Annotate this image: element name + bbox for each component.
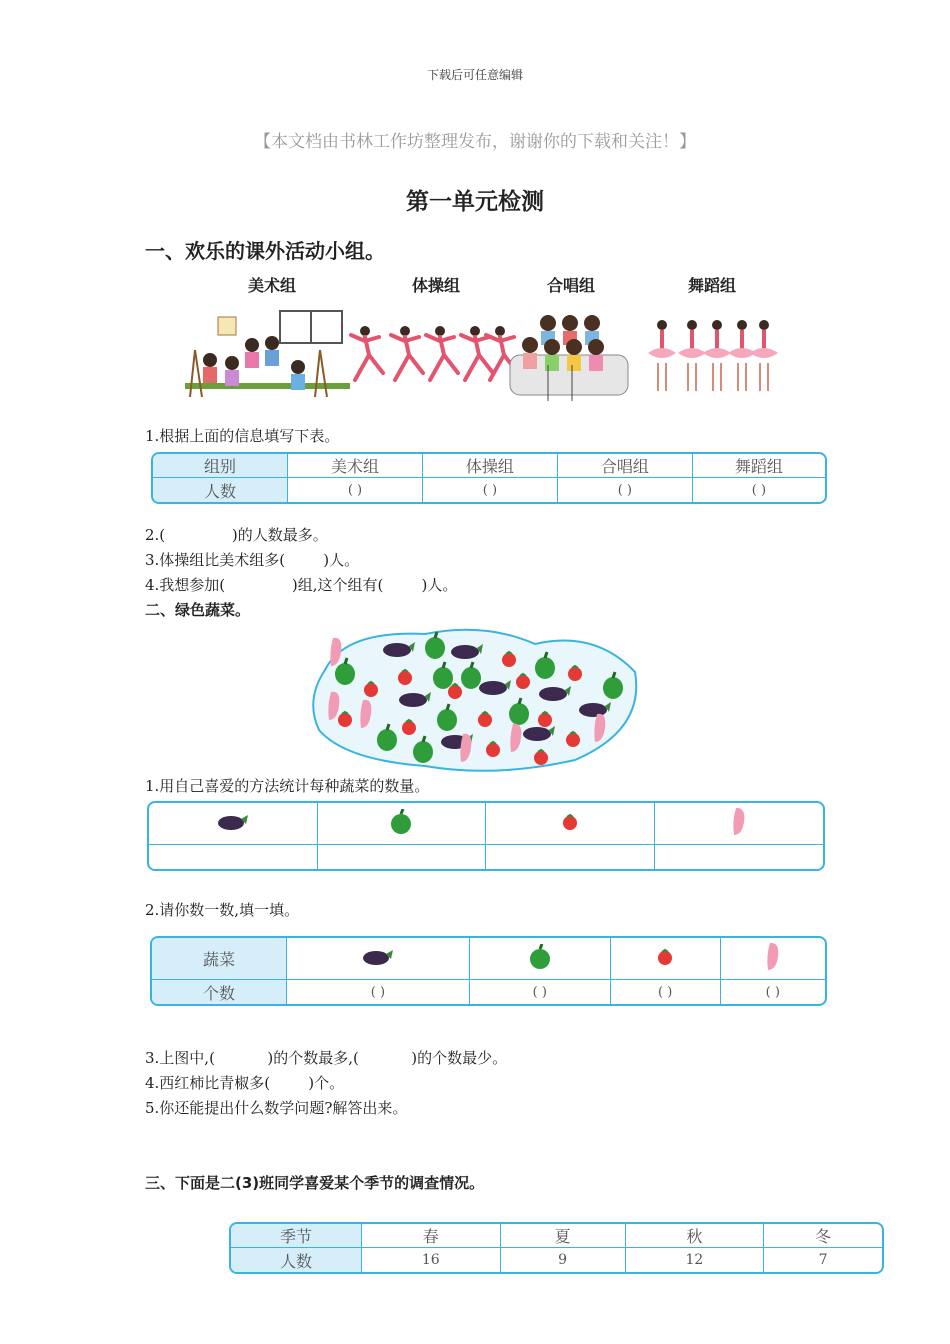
s2-table-head-veg: 蔬菜 (152, 938, 287, 980)
s2-count-head-radish (721, 938, 825, 980)
s2-count-blank[interactable]: ( ) (470, 980, 611, 1004)
s2-count-head-tomato (611, 938, 721, 980)
s2-tally-cell[interactable] (655, 845, 824, 869)
s1-table-blank[interactable]: ( ) (558, 478, 693, 502)
s3-count-winter: 7 (818, 1252, 828, 1268)
s3-count-summer: 9 (501, 1248, 626, 1272)
choir-group-illustration (510, 315, 628, 401)
s1-table-cell: 体操组 (423, 454, 558, 478)
radish-icon (763, 942, 783, 972)
s2-count-head-pepper (470, 938, 611, 980)
section3-heading: 三、下面是二(3)班同学喜爱某个季节的调查情况。 (145, 1174, 485, 1192)
s2-tally-head-pepper (318, 803, 487, 845)
s1-table-cell: 合唱组 (558, 454, 693, 478)
s3-table-head-count: 人数 (231, 1248, 362, 1272)
s2-question-5: 5.你还能提出什么数学问题?解答出来。 (145, 1099, 408, 1117)
s1-group-table (151, 452, 827, 504)
s1-table-head-count: 人数 (153, 478, 288, 502)
s2-question-2: 2.请你数一数,填一填。 (145, 901, 300, 919)
s1-table-blank[interactable]: ( ) (423, 478, 558, 502)
s1-question-1: 1.根据上面的信息填写下表。 (145, 427, 340, 445)
radish-icon (729, 807, 749, 837)
group-label-gym: 体操组 (411, 276, 460, 295)
s2-tally-cell[interactable] (486, 845, 655, 869)
s2-question-3: 3.上图中,( )的个数最多,( )的个数最少。 (145, 1049, 508, 1067)
tomato-icon (560, 812, 580, 832)
s3-count-spring: 16 (362, 1248, 501, 1272)
s3-count-autumn: 12 (626, 1248, 765, 1272)
s2-count-blank[interactable]: ( ) (765, 984, 780, 1000)
s2-count-blank[interactable]: ( ) (611, 980, 721, 1004)
s1-question-2: 2.( )的人数最多。 (145, 526, 328, 544)
s3-season-spring: 春 (362, 1224, 501, 1248)
gym-group-illustration (351, 326, 518, 380)
eggplant-icon (216, 811, 250, 833)
pepper-icon (388, 809, 414, 835)
s3-season-winter: 冬 (764, 1224, 882, 1248)
s3-season-autumn: 秋 (626, 1224, 765, 1248)
download-notice: 【本文档由书林工作坊整理发布，谢谢你的下载和关注！】 (254, 132, 696, 152)
section1-heading: 一、欢乐的课外活动小组。 (145, 239, 385, 263)
section2-heading: 二、绿色蔬菜。 (145, 601, 251, 619)
s1-table-cell: 舞蹈组 (693, 454, 825, 478)
activity-illustrations (180, 305, 780, 405)
s1-table-cell: 美术组 (288, 454, 423, 478)
s1-table-head-group: 组别 (153, 454, 288, 478)
page-title: 第一单元检测 (406, 188, 544, 215)
group-label-art: 美术组 (247, 276, 296, 295)
s3-season-summer: 夏 (501, 1224, 626, 1248)
s3-table-head-season: 季节 (231, 1224, 362, 1248)
pepper-icon (527, 944, 553, 970)
s2-table-head-count: 个数 (152, 980, 287, 1004)
s2-tally-head-tomato (486, 803, 655, 845)
s2-count-head-eggplant (287, 938, 470, 980)
group-label-choir: 合唱组 (546, 276, 595, 295)
tomato-icon (655, 947, 675, 967)
s1-question-3: 3.体操组比美术组多( )人。 (145, 551, 360, 569)
art-group-illustration (185, 311, 350, 397)
s2-question-1: 1.用自己喜爱的方法统计每种蔬菜的数量。 (145, 777, 430, 795)
s2-count-table (150, 936, 827, 1006)
s2-count-blank[interactable]: ( ) (287, 980, 470, 1004)
s1-question-4: 4.我想参加( )组,这个组有( )人。 (145, 576, 458, 594)
header-note: 下载后可任意编辑 (426, 68, 523, 82)
s3-season-table (229, 1222, 884, 1274)
s1-table-blank[interactable]: ( ) (288, 478, 423, 502)
s2-question-4: 4.西红柿比青椒多( )个。 (145, 1074, 345, 1092)
s2-tally-cell[interactable] (318, 845, 487, 869)
eggplant-icon (361, 946, 395, 968)
s2-tally-table (147, 801, 825, 871)
s2-tally-head-radish (655, 803, 824, 845)
group-label-dance: 舞蹈组 (687, 276, 736, 295)
vegetable-illustration (305, 620, 645, 775)
s1-table-blank[interactable]: ( ) (751, 482, 767, 498)
s2-tally-cell[interactable] (149, 845, 318, 869)
s2-tally-head-eggplant (149, 803, 318, 845)
dance-group-illustration (648, 320, 778, 391)
